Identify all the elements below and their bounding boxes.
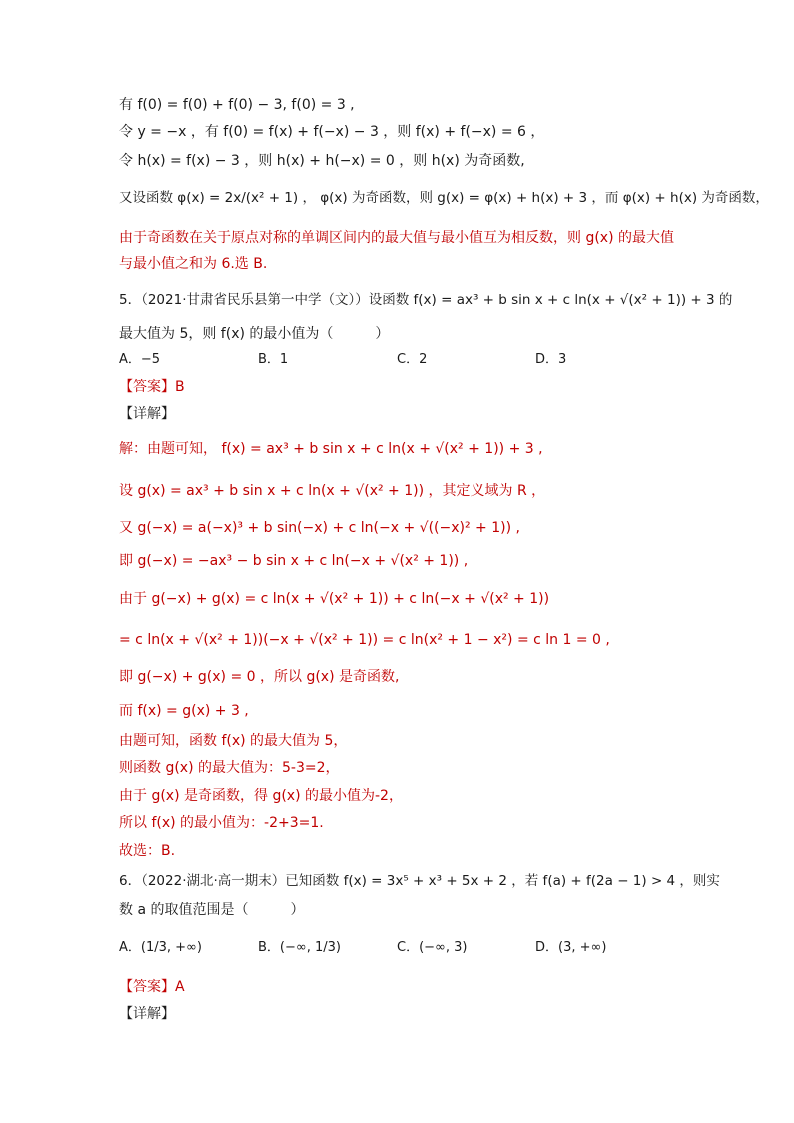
- question-5-stem: 5．（2021·甘肃省民乐县第一中学（文））设函数 f(x) = ax³ + b sin x + c ln(x + √(x² + 1)) + 3 的: [119, 292, 733, 308]
- question-6-stem: 数 a 的取值范围是（ ）: [119, 902, 305, 918]
- option-a: A．(1/3, +∞): [119, 940, 202, 955]
- option-b: B．1: [258, 352, 289, 367]
- answer-label: 【答案】A: [119, 979, 185, 995]
- detail-line: 解：由题可知， f(x) = ax³ + b sin x + c ln(x + √(x² + 1)) + 3 ,: [119, 441, 543, 457]
- option-c: C．(−∞, 3): [397, 940, 468, 955]
- detail-label: 【详解】: [119, 1006, 175, 1022]
- detail-line: = c ln(x + √(x² + 1))(−x + √(x² + 1)) = c ln(x² + 1 − x²) = c ln 1 = 0 ,: [119, 632, 610, 648]
- solution-line: 有 f(0) = f(0) + f(0) − 3, f(0) = 3 ,: [119, 97, 355, 113]
- option-c: C．2: [397, 352, 428, 367]
- option-d: D．3: [535, 352, 567, 367]
- solution-line: 与最小值之和为 6.选 B.: [119, 256, 268, 272]
- option-d: D．(3, +∞): [535, 940, 607, 955]
- detail-line: 即 g(−x) = −ax³ − b sin x + c ln(−x + √(x² + 1)) ,: [119, 553, 469, 569]
- solution-line: 由于奇函数在关于原点对称的单调区间内的最大值与最小值互为相反数，则 g(x) 的最大值: [119, 230, 674, 246]
- detail-label: 【详解】: [119, 406, 175, 422]
- detail-line: 由于 g(x) 是奇函数，得 g(x) 的最小值为-2，: [119, 788, 403, 804]
- solution-line: 又设函数 φ(x) = 2x/(x² + 1) ， φ(x) 为奇函数，则 g(x) = φ(x) + h(x) + 3 ，而 φ(x) + h(x) 为奇函数，: [119, 190, 769, 206]
- option-b: B．(−∞, 1/3): [258, 940, 341, 955]
- detail-line: 故选：B.: [119, 843, 176, 859]
- answer-label: 【答案】B: [119, 379, 185, 395]
- solution-line: 令 h(x) = f(x) − 3 ，则 h(x) + h(−x) = 0 ，则 h(x) 为奇函数,: [119, 153, 525, 169]
- option-a: A．−5: [119, 352, 161, 367]
- detail-line: 又 g(−x) = a(−x)³ + b sin(−x) + c ln(−x + √((−x)² + 1)) ,: [119, 520, 520, 536]
- detail-line: 所以 f(x) 的最小值为：-2+3=1.: [119, 815, 324, 831]
- detail-line: 由于 g(−x) + g(x) = c ln(x + √(x² + 1)) + c ln(−x + √(x² + 1)): [119, 591, 550, 607]
- detail-line: 而 f(x) = g(x) + 3 ,: [119, 703, 249, 719]
- question-5-stem: 最大值为 5，则 f(x) 的最小值为（ ）: [119, 326, 390, 342]
- detail-line: 设 g(x) = ax³ + b sin x + c ln(x + √(x² + 1)) ，其定义域为 R ，: [119, 483, 546, 499]
- question-6-stem: 6．（2022·湖北·高一期末）已知函数 f(x) = 3x⁵ + x³ + 5x + 2 ，若 f(a) + f(2a − 1) > 4 ，则实: [119, 873, 720, 889]
- detail-line: 则函数 g(x) 的最大值为：5-3=2，: [119, 760, 340, 776]
- solution-line: 令 y = −x ，有 f(0) = f(x) + f(−x) − 3 ，则 f(x) + f(−x) = 6 ，: [119, 124, 545, 140]
- detail-line: 即 g(−x) + g(x) = 0 ，所以 g(x) 是奇函数,: [119, 669, 400, 685]
- detail-line: 由题可知，函数 f(x) 的最大值为 5，: [119, 733, 348, 749]
